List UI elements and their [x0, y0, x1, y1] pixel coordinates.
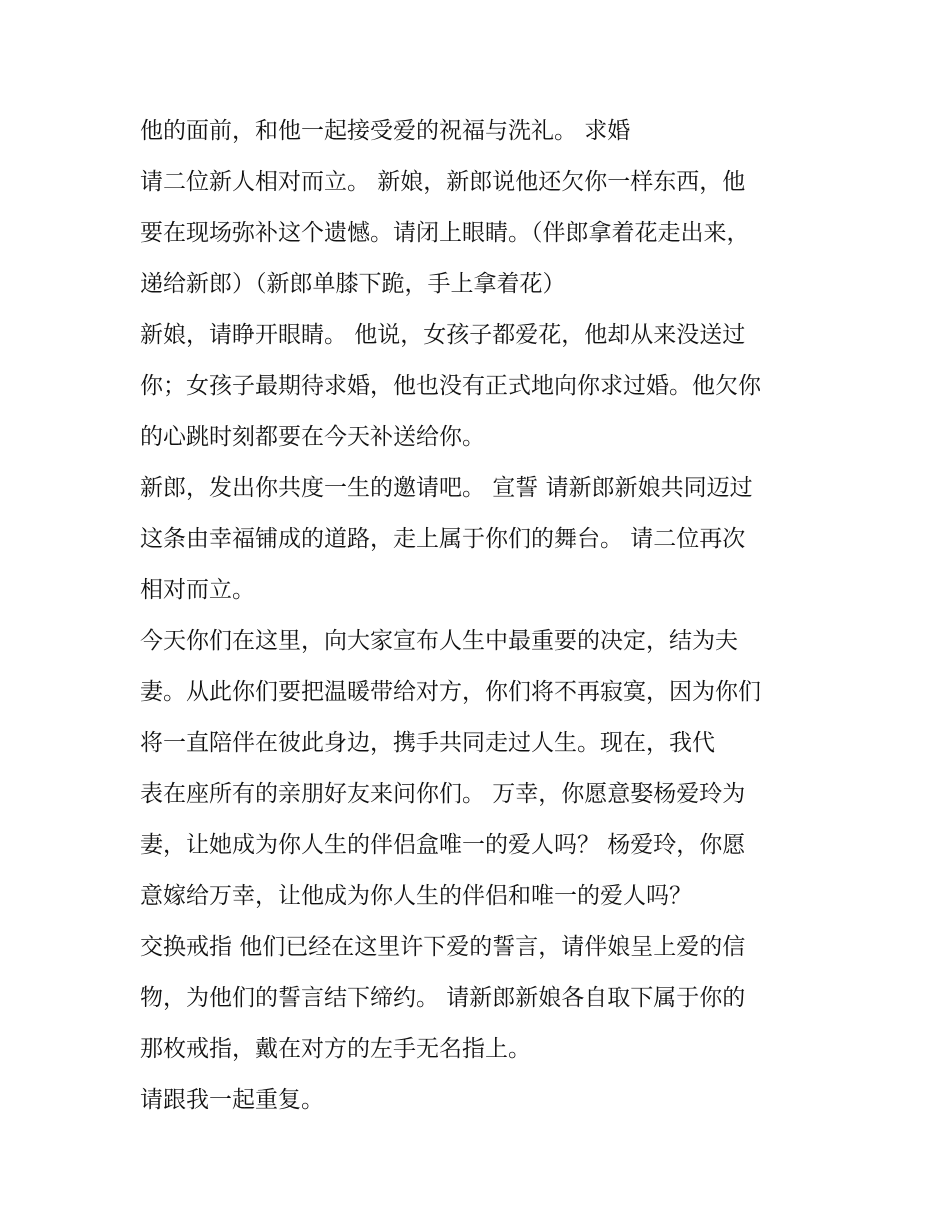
text-line: 请二位新人相对而立。 新娘，新郎说他还欠你一样东西，他 — [140, 169, 746, 195]
text-line: 表在座所有的亲朋好友来问你们。 万幸，你愿意娶杨爱玲为 — [140, 781, 746, 807]
text-line: 新娘，请睁开眼睛。 他说，女孩子都爱花，他却从来没送过 — [140, 322, 746, 348]
text-line: 妻，让她成为你人生的伴侣盒唯一的爱人吗？ 杨爱玲，你愿 — [140, 832, 746, 858]
text-line: 要在现场弥补这个遗憾。请闭上眼睛。（伴郎拿着花走出来， — [140, 220, 750, 246]
text-line: 意嫁给万幸，让他成为你人生的伴侣和唯一的爱人吗？ — [140, 883, 692, 909]
document-body — [140, 106, 840, 1126]
text-line: 递给新郎）（新郎单膝下跪，手上拿着花） — [140, 271, 566, 297]
text-line: 物，为他们的誓言结下缔约。 请新郎新娘各自取下属于你的 — [140, 985, 746, 1011]
text-line: 新郎，发出你共度一生的邀请吧。 宣誓 请新郎新娘共同迈过 — [140, 475, 753, 501]
text-line: 将一直陪伴在彼此身边，携手共同走过人生。现在，我代 — [140, 730, 715, 756]
text-line: 请跟我一起重复。 — [140, 1087, 324, 1113]
text-line: 你；女孩子最期待求婚，他也没有正式地向你求过婚。他欠你 — [140, 373, 761, 399]
text-line: 妻。从此你们要把温暖带给对方，你们将不再寂寞，因为你们 — [140, 679, 761, 705]
text-line: 今天你们在这里，向大家宣布人生中最重要的决定，结为夫 — [140, 628, 738, 654]
text-line: 交换戒指 他们已经在这里许下爱的誓言，请伴娘呈上爱的信 — [140, 934, 746, 960]
text-line: 相对而立。 — [140, 577, 255, 603]
text-line: 这条由幸福铺成的道路，走上属于你们的舞台。 请二位再次 — [140, 526, 746, 552]
text-line: 的心跳时刻都要在今天补送给你。 — [140, 424, 485, 450]
text-line: 他的面前，和他一起接受爱的祝福与洗礼。 求婚 — [140, 118, 631, 144]
text-line: 那枚戒指，戴在对方的左手无名指上。 — [140, 1036, 531, 1062]
